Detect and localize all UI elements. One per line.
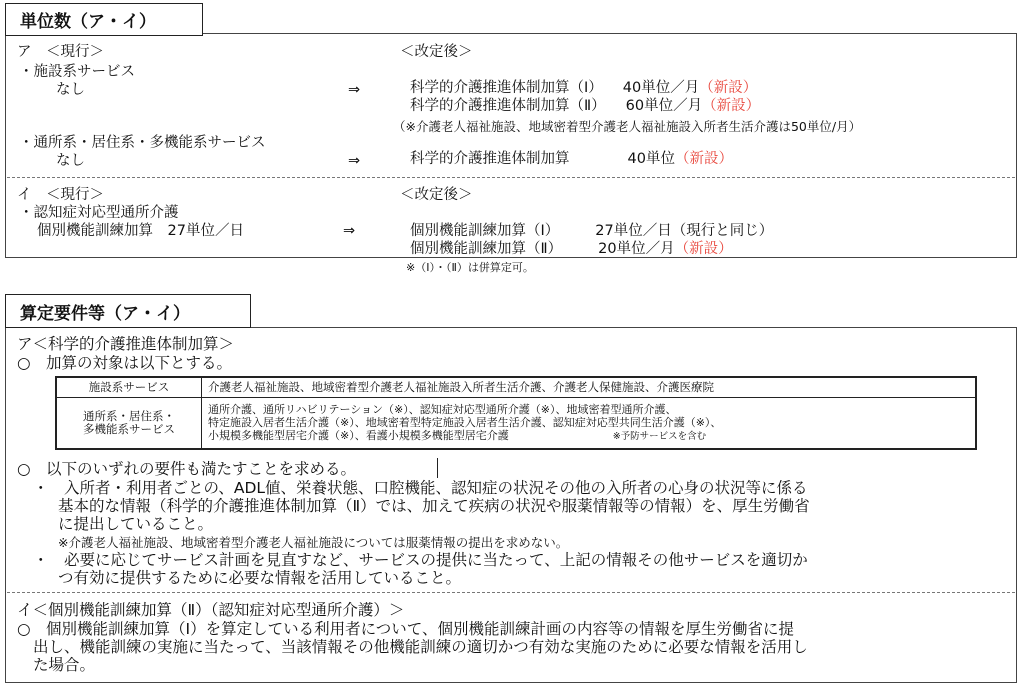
b-item2 xyxy=(410,242,733,257)
table-row-label-day-line2: 多機能系サービス xyxy=(83,421,175,436)
table-row-value-day xyxy=(202,397,977,449)
a-target-line: ○ 加算の対象は以下とする。 xyxy=(17,354,233,372)
table-row xyxy=(56,397,976,449)
a-facility-item2-units: 60単位／月 xyxy=(625,98,703,114)
b-item1 xyxy=(410,224,773,239)
a-day-item-units: 40単位 xyxy=(627,151,675,167)
table-row-value-day-line2: 特定施設入居者生活介護（※）、地域密着型特定施設入居者生活介護、認知症対応型共同生活介護（※）、 xyxy=(208,415,722,429)
new-badge: （新設） xyxy=(674,241,733,257)
table-row-note: ※予防サービスを含む xyxy=(612,431,707,443)
section-title-units-text: 単位数（ア・イ） xyxy=(20,12,156,32)
table-row-value-day-line3 xyxy=(208,429,969,443)
b-item2-name: 個別機能訓練加算（Ⅱ） xyxy=(410,241,563,257)
a-day-item xyxy=(410,152,733,167)
new-badge: （新設） xyxy=(699,80,758,96)
section-title-units xyxy=(5,3,203,36)
a-day-current: なし xyxy=(56,153,85,169)
b-line1: ○ 個別機能訓練加算（Ⅰ）を算定している利用者について、個別機能訓練計画の内容等の情報を厚生労働省に提 xyxy=(17,620,794,638)
b-service-label: ・認知症対応型通所介護 xyxy=(19,205,179,221)
a-day-label: ・通所系・居住系・多機能系サービス xyxy=(19,135,266,151)
table-row-label-day-line1: 通所系・居住系・ xyxy=(83,408,175,423)
a-requirements-head: ○ 以下のいずれの要件も満たすことを求める。 xyxy=(17,460,357,478)
b-section-head: イ＜個別機能訓練加算（Ⅱ）（認知症対応型通所介護）＞ xyxy=(17,601,405,619)
b-item1-name: 個別機能訓練加算（Ⅰ） xyxy=(410,223,560,239)
b-current-item: 個別機能訓練加算 27単位／日 xyxy=(37,223,244,239)
b-item1-units: 27単位／日 xyxy=(595,223,672,239)
text-cursor xyxy=(437,458,438,478)
b-item2-units: 20単位／月 xyxy=(598,241,675,257)
table-row-value-day-line1: 通所介護、通所リハビリテーション（※）、認知症対応型通所介護（※）、地域密着型通所介護、 xyxy=(208,402,677,416)
a-req2-line2: つ有効に提供するために必要な情報を活用していること。 xyxy=(58,569,462,587)
a-facility-current: なし xyxy=(56,82,85,98)
table-row xyxy=(56,377,976,397)
new-badge: （新設） xyxy=(702,98,761,114)
b-arrow: ⇒ xyxy=(343,223,356,239)
target-services-table xyxy=(55,376,977,450)
a-day-arrow: ⇒ xyxy=(348,153,361,169)
section2-divider xyxy=(7,592,1015,593)
a-facility-item2-name: 科学的介護推進体制加算（Ⅱ） xyxy=(410,98,606,114)
a-facility-item2 xyxy=(410,99,760,114)
b-revised-head: ＜改定後＞ xyxy=(400,187,473,203)
a-current-head: ア ＜現行＞ xyxy=(17,44,104,60)
a-facility-note: （※介護老人福祉施設、地域密着型介護老人福祉施設入所者生活介護は50単位/月） xyxy=(393,119,862,134)
a-facility-item1-units: 40単位／月 xyxy=(622,80,700,96)
a-req1-line1: ・ 入所者・利用者ごとの、ADL値、栄養状態、口腔機能、認知症の状況その他の入所者の心身の状況等に係る xyxy=(33,479,808,497)
a-req1-line3: に提出していること。 xyxy=(58,515,214,533)
a-facility-label: ・施設系サービス xyxy=(19,64,135,80)
table-row-label-facility: 施設系サービス xyxy=(56,377,202,397)
a-facility-item1-name: 科学的介護推進体制加算（Ⅰ） xyxy=(410,80,603,96)
section1-divider xyxy=(7,177,1015,178)
table-row-value-day-line3-text: 小規模多機能型居宅介護（※）、看護小規模多機能型居宅介護 xyxy=(208,429,509,443)
a-req1-note: ※介護老人福祉施設、地域密着型介護老人福祉施設については服薬情報の提出を求めない。 xyxy=(58,535,569,550)
new-badge: （新設） xyxy=(674,151,733,167)
a-revised-head: ＜改定後＞ xyxy=(400,44,473,60)
a-day-item-name: 科学的介護推進体制加算 xyxy=(410,151,570,167)
a-facility-item1 xyxy=(410,81,757,96)
a-req1-line2: 基本的な情報（科学的介護推進体制加算（Ⅱ）では、加えて疾病の状況や服薬情報等の情報）を、厚生労働省 xyxy=(58,497,810,515)
a-section-head: ア＜科学的介護推進体制加算＞ xyxy=(17,335,235,353)
b-line2: 出し、機能訓練の実施に当たって、当該情報その他機能訓練の適切かつ有効な実施のために必要な情報を活用し xyxy=(33,638,808,656)
b-note: ※（Ⅰ）・（Ⅱ）は併算定可。 xyxy=(406,261,534,274)
a-req2-line1: ・ 必要に応じてサービス計画を見直すなど、サービスの提供に当たって、上記の情報その他サービスを適切か xyxy=(33,551,808,569)
table-row-label-day xyxy=(56,397,202,449)
section-title-requirements xyxy=(5,294,251,328)
b-line3: た場合。 xyxy=(33,656,96,674)
b-item1-same: （現行と同じ） xyxy=(671,223,774,239)
b-current-head: イ ＜現行＞ xyxy=(17,187,104,203)
table-row-value-facility: 介護老人福祉施設、地域密着型介護老人福祉施設入所者生活介護、介護老人保健施設、介護医療院 xyxy=(202,377,977,397)
section-title-requirements-text: 算定要件等（ア・イ） xyxy=(20,303,190,324)
a-facility-arrow: ⇒ xyxy=(348,82,361,98)
